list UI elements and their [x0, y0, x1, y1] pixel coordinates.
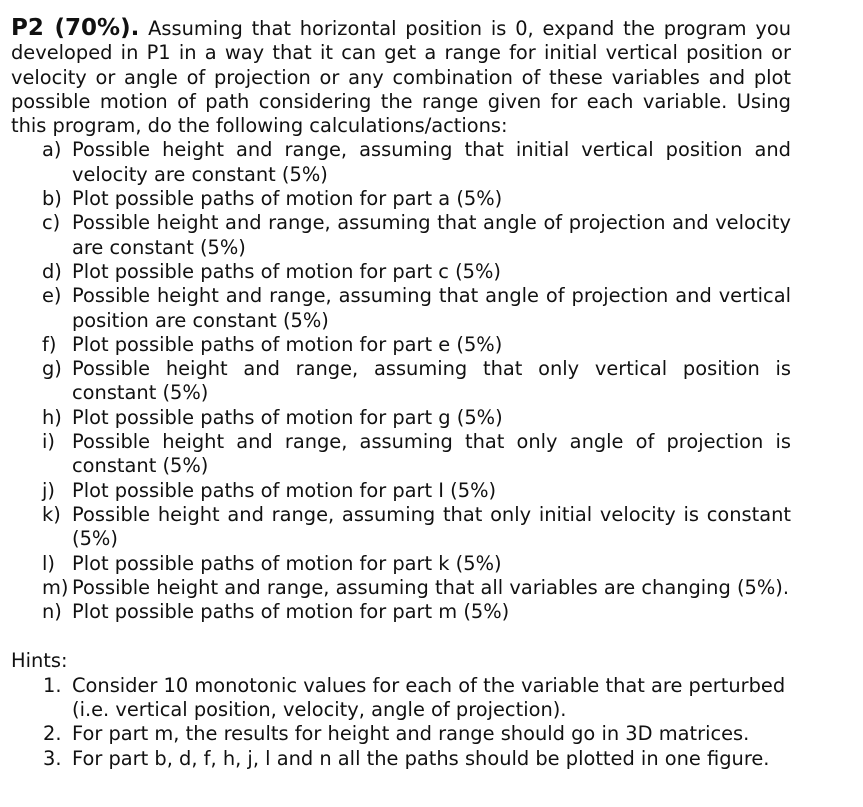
task-text: Possible height and range, assuming that angle of projection and velocity are constant (5%)	[72, 211, 791, 259]
task-marker: g)	[42, 357, 62, 381]
task-item	[11, 211, 791, 260]
task-item	[11, 138, 791, 187]
task-text: Possible height and range, assuming that angle of projection and vertical position are constant (5%)	[72, 284, 791, 332]
task-marker: j)	[42, 478, 55, 502]
hint-item	[11, 674, 791, 723]
task-text: Possible height and range, assuming that only angle of projection is constant (5%)	[72, 430, 791, 478]
task-item	[11, 333, 791, 357]
task-text: Plot possible paths of motion for part k (5%)	[72, 551, 502, 575]
task-marker: d)	[42, 259, 62, 283]
hint-marker: 1.	[43, 673, 62, 697]
task-text: Plot possible paths of motion for part e (5%)	[72, 332, 503, 356]
task-item	[11, 576, 791, 600]
task-text: Plot possible paths of motion for part a (5%)	[72, 187, 503, 211]
problem-intro	[11, 16, 791, 138]
hint-text: For part m, the results for height and range should go in 3D matrices.	[72, 722, 750, 746]
hint-text: Consider 10 monotonic values for each of the variable that are perturbed (i.e. vertical position, velocity, angle of projection).	[72, 673, 786, 722]
task-item	[11, 260, 791, 284]
task-text: Possible height and range, assuming that initial vertical position and velocity are constant (5%)	[72, 138, 791, 186]
problem-heading: P2 (70%).	[11, 15, 140, 41]
task-item	[11, 430, 791, 479]
task-marker: b)	[42, 187, 62, 211]
task-marker: l)	[42, 551, 55, 575]
task-marker: h)	[42, 405, 62, 429]
task-text: Possible height and range, assuming that only vertical position is constant (5%)	[72, 357, 791, 405]
task-marker: f)	[42, 332, 57, 356]
task-marker: a)	[42, 138, 62, 162]
task-marker: m)	[42, 575, 69, 599]
task-item	[11, 479, 791, 503]
task-marker: n)	[42, 600, 62, 624]
task-item	[11, 503, 791, 552]
task-text: Plot possible paths of motion for part m (5%)	[72, 600, 510, 624]
problem-intro-text: Assuming that horizontal position is 0, expand the program you developed in P1 in a way that it can get a range for initial vertical position or velocity or angle of projection or any combination of these variables and plot possible motion of path considering the range given for each variable. Using this program, do the following calculations/actions:	[11, 17, 791, 138]
task-item	[11, 406, 791, 430]
task-text: Plot possible paths of motion for part I (5%)	[72, 478, 497, 502]
hint-item	[11, 747, 791, 771]
hint-item	[11, 722, 791, 746]
task-text: Plot possible paths of motion for part g (5%)	[72, 405, 503, 429]
hints-title: Hints:	[11, 649, 68, 673]
task-text: Possible height and range, assuming that only initial velocity is constant (5%)	[72, 502, 791, 551]
task-marker: e)	[42, 284, 62, 308]
task-item	[11, 552, 791, 576]
task-text: Plot possible paths of motion for part c (5%)	[72, 259, 501, 283]
task-item	[11, 284, 791, 333]
task-item	[11, 357, 791, 406]
assignment-document	[11, 16, 791, 771]
hint-marker: 2.	[43, 722, 62, 746]
task-item	[11, 600, 791, 624]
hint-text: For part b, d, f, h, j, l and n all the paths should be plotted in one figure.	[72, 746, 770, 770]
hint-marker: 3.	[43, 746, 62, 770]
task-marker: i)	[42, 430, 55, 454]
task-item	[11, 187, 791, 211]
hints-list	[11, 674, 791, 771]
task-marker: k)	[42, 502, 61, 526]
task-list	[11, 138, 791, 624]
task-marker: c)	[42, 211, 61, 235]
task-text: Possible height and range, assuming that all variables are changing (5%).	[72, 575, 789, 599]
